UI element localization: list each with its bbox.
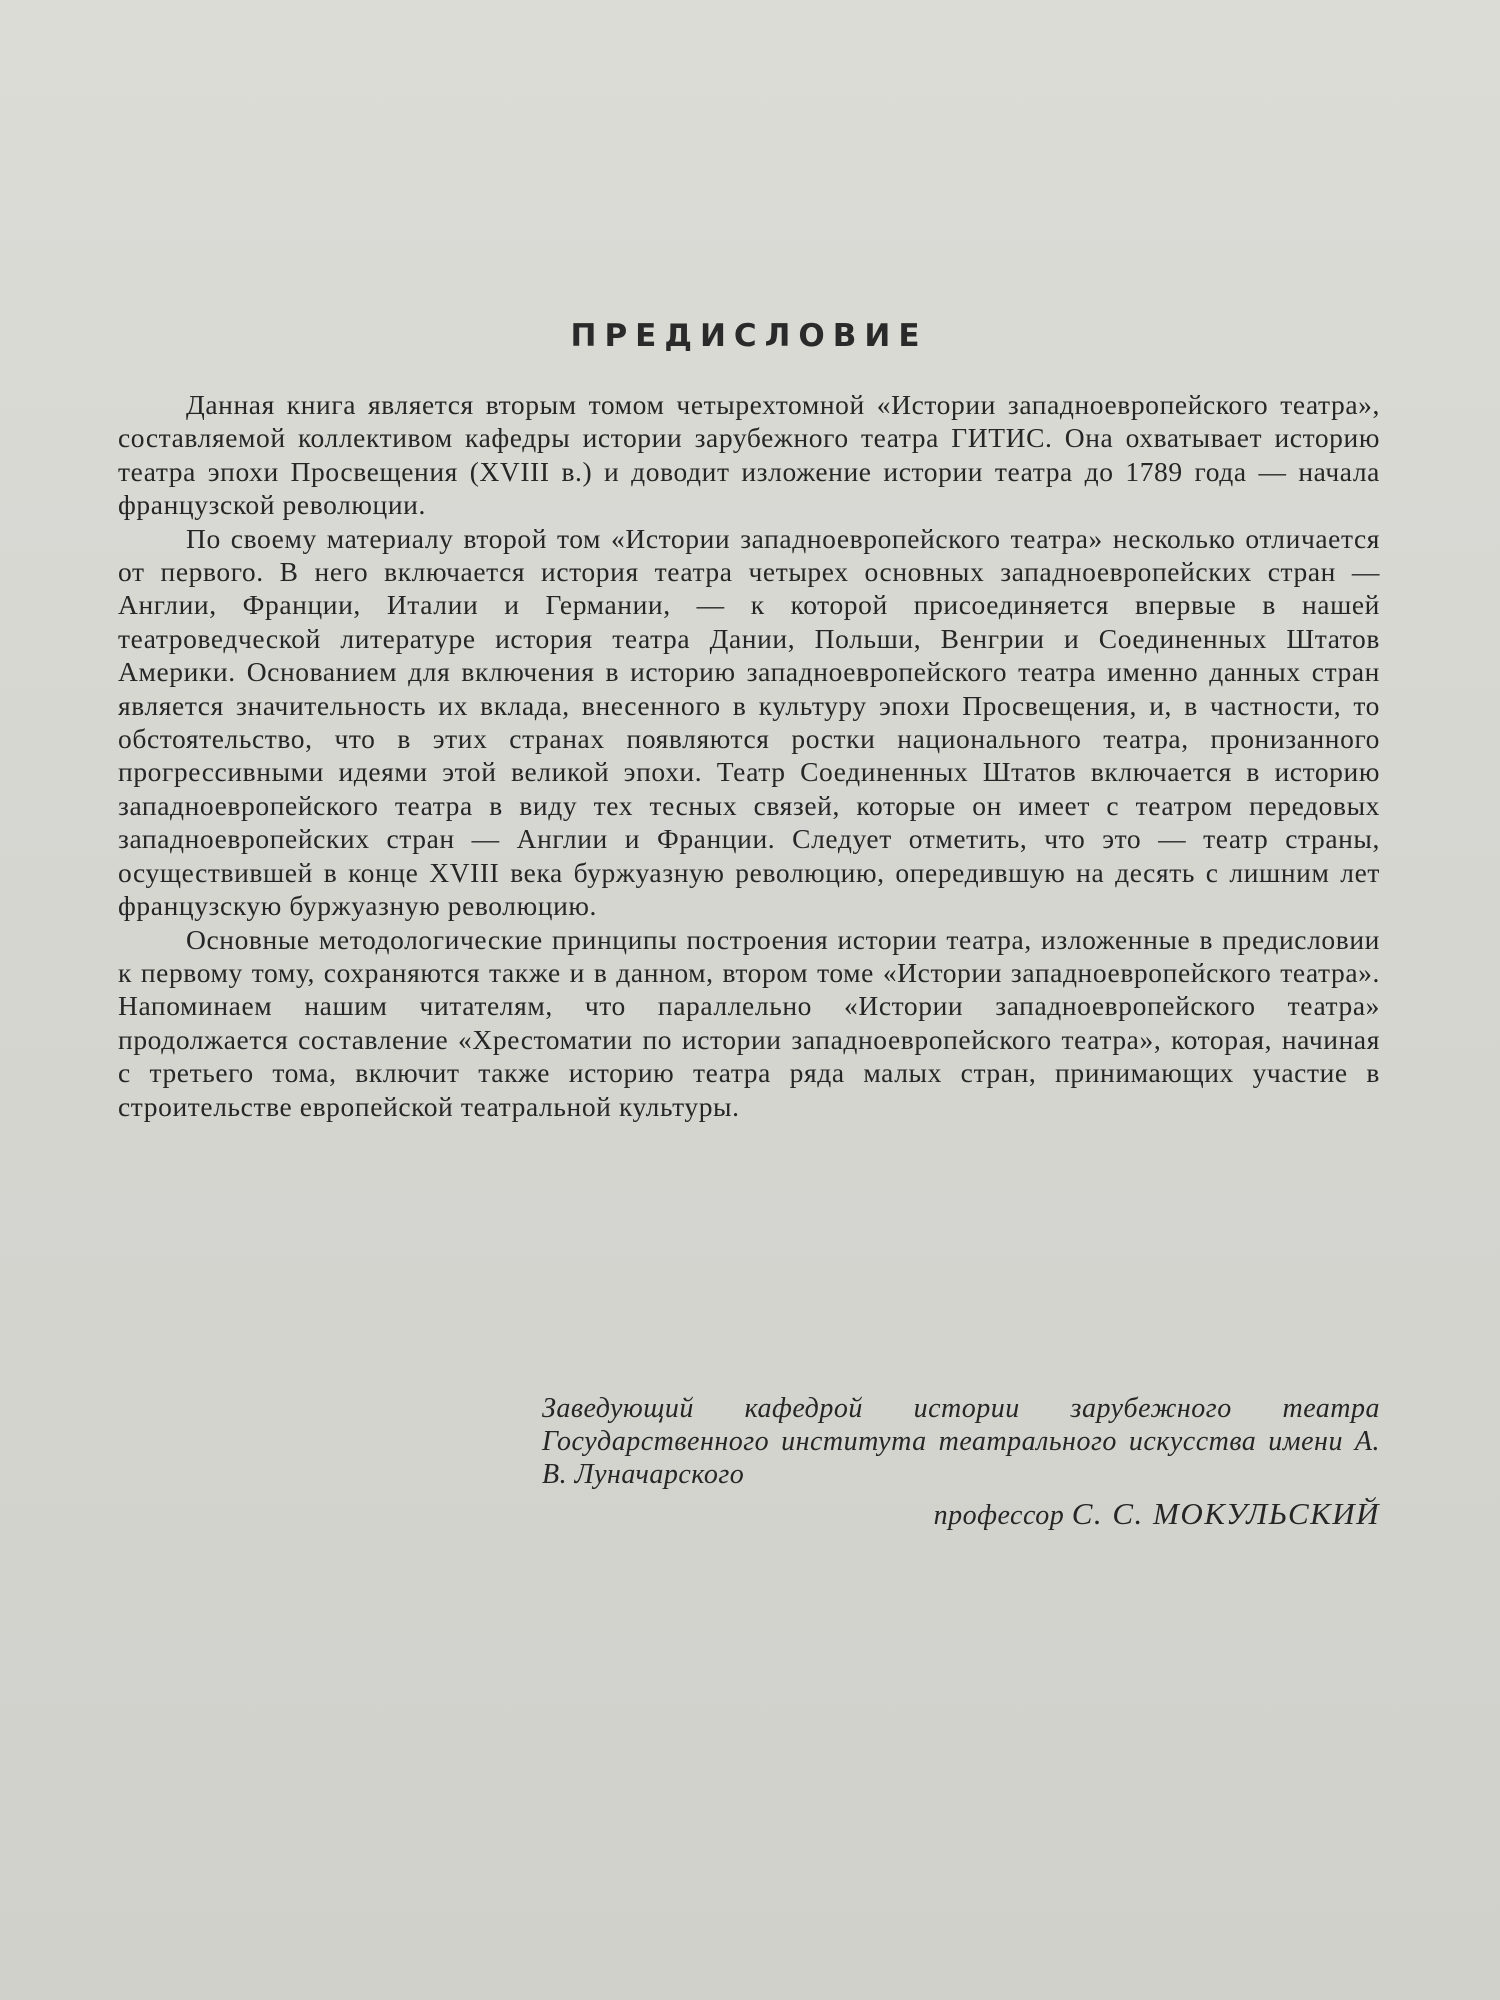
paragraph-2: По своему материалу второй том «Истории западноевропейского театра» несколько отличается от первого. В него включается история театра четырех основных западноевропейских стран — Англии, Франции, Италии и Германии, — к которой присоединяется впервые в нашей театроведческой литературе история театра Дании, Польши, Венгрии и Соединенных Штатов Америки. Основанием для включения в историю западноевропейского театра именно данных стран является значительность их вклада, внесенного в культуру эпохи Просвещения, и, в частности, то обстоятельство, что в этих странах появляются ростки национального театра, пронизанного прогрессивными идеями этой великой эпохи. Театр Соединенных Штатов включается в историю западноевропейского театра в виду тех тесных связей, которые он имеет с театром передовых западноевропейских стран — Англии и Франции. Следует отметить, что это — театр страны, осуществившей в конце XVIII века буржуазную революцию, опередившую на десять с лишним лет французскую буржуазную революцию. <box>118 522 1380 922</box>
signature-title: Заведующий кафедрой истории зарубежного театра Государственного института театрального искусства имени А. В. Луначарского <box>542 1393 1380 1490</box>
signature-name-line <box>542 1497 1380 1532</box>
paragraph-3: Основные методологические принципы построения истории театра, изложенные в предисловии к первому тому, сохраняются также и в данном, втором томе «Истории западноевропейского театра». Напоминаем нашим читателям, что параллельно «Истории западноевропейского театра» продолжается составление «Хрестоматии по истории западноевропейского театра», которая, начиная с третьего тома, включит также историю театра ряда малых стран, принимающих участие в строительстве европейской театральной культуры. <box>118 923 1380 1122</box>
signature-block <box>542 1392 1380 1532</box>
preface-body <box>118 388 1380 1123</box>
paragraph-1: Данная книга является вторым томом четырехтомной «Истории западноевропейского театра», составляемой коллективом кафедры истории зарубежного театра ГИТИС. Она охватывает историю театра эпохи Просвещения (XVIII в.) и доводит изложение истории театра до 1789 года — начала французской революции. <box>118 389 1380 521</box>
page-heading: ПРЕДИСЛОВИЕ <box>570 318 928 354</box>
signature-rank: профессор <box>933 1500 1065 1531</box>
signature-name: С. С. МОКУЛЬСКИЙ <box>1071 1496 1380 1531</box>
